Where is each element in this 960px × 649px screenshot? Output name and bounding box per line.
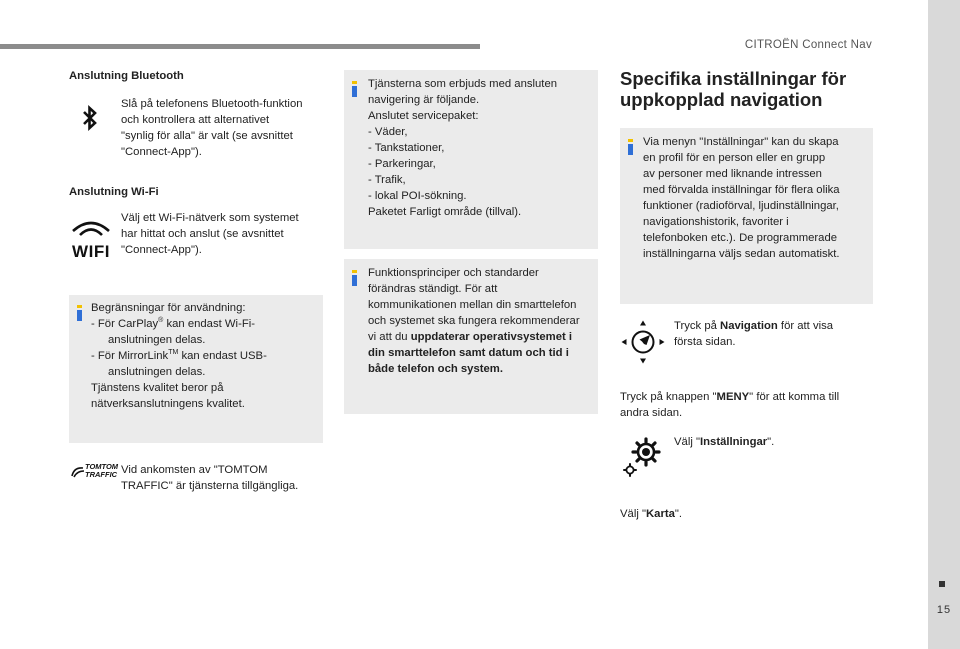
- navigation-compass-icon: [620, 319, 666, 370]
- info-icon: [352, 270, 357, 286]
- tomtom-traffic-icon: TOMTOM TRAFFIC: [70, 463, 116, 481]
- header-rule: [0, 44, 480, 49]
- map-text: Välj "Karta".: [620, 508, 683, 520]
- bluetooth-heading: Anslutning Bluetooth: [69, 70, 184, 82]
- principles-text: Funktionsprinciper och standarder förändras ständigt. För att kommunikationen mellan din smarttelefon och systemet ska fungera rekommenderar vi att du uppdaterar operativsystemet i din smarttelefon samt datum och tid i både telefon och system.: [368, 267, 580, 375]
- wifi-text: Välj ett Wi-Fi-nätverk som systemet har hittat och anslut (se avsnittet "Connect-App").: [121, 212, 299, 256]
- bluetooth-icon: [80, 103, 100, 138]
- services-text: Tjänsterna som erbjuds med ansluten navigering är följande. Anslutet servicepaket: - Väder, - Tankstationer, - Parkeringar, - Trafik, - lokal POI-sökning. Paketet Farligt område (tillval).: [368, 78, 558, 218]
- info-icon: [628, 139, 633, 155]
- tomtom-swirl-icon: [70, 465, 86, 479]
- header-title: CITROËN Connect Nav: [744, 39, 872, 51]
- tomtom-text: Vid ankomsten av "TOMTOM TRAFFIC" är tjänsterna tillgängliga.: [121, 464, 299, 492]
- info-icon: [77, 305, 82, 321]
- menu-text: Tryck på knappen "MENY" för att komma till andra sidan.: [620, 391, 840, 419]
- navigation-text: Tryck på Navigation för att visa första sidan.: [674, 320, 834, 348]
- continue-marker: [939, 581, 945, 587]
- wifi-waves-icon: [69, 216, 113, 238]
- settings-text: Välj "Inställningar".: [674, 436, 775, 448]
- page-side-strip: [928, 0, 960, 649]
- wifi-heading: Anslutning Wi-Fi: [69, 186, 159, 198]
- settings-gear-icon: [620, 433, 666, 484]
- limits-text: Begränsningar för användning: - För CarPlay® kan endast Wi-Fi- anslutningen delas. - För MirrorLink™ kan endast USB- anslutningen delas. Tjänstens kvalitet beror på nätverksanslutningens kvalitet.: [91, 302, 267, 410]
- wifi-icon: WIFI: [69, 216, 113, 260]
- page-number: 15: [936, 604, 952, 616]
- info-icon: [352, 81, 357, 97]
- profiles-text: Via menyn "Inställningar" kan du skapa en profil för en person eller en grupp av personer med liknande intressen med förvalda inställningar för flera olika funktioner (radioförval, ljudinställningar, navigationshistorik, favoriter i telefonboken etc.). De programmerade inställningarna väljs sedan automatiskt.: [643, 136, 840, 260]
- bluetooth-text: Slå på telefonens Bluetooth-funktion och kontrollera att alternativet "synlig för alla" är valt (se avsnittet "Connect-App").: [121, 98, 303, 158]
- section-title: Specifika inställningar för uppkopplad navigation: [620, 68, 847, 110]
